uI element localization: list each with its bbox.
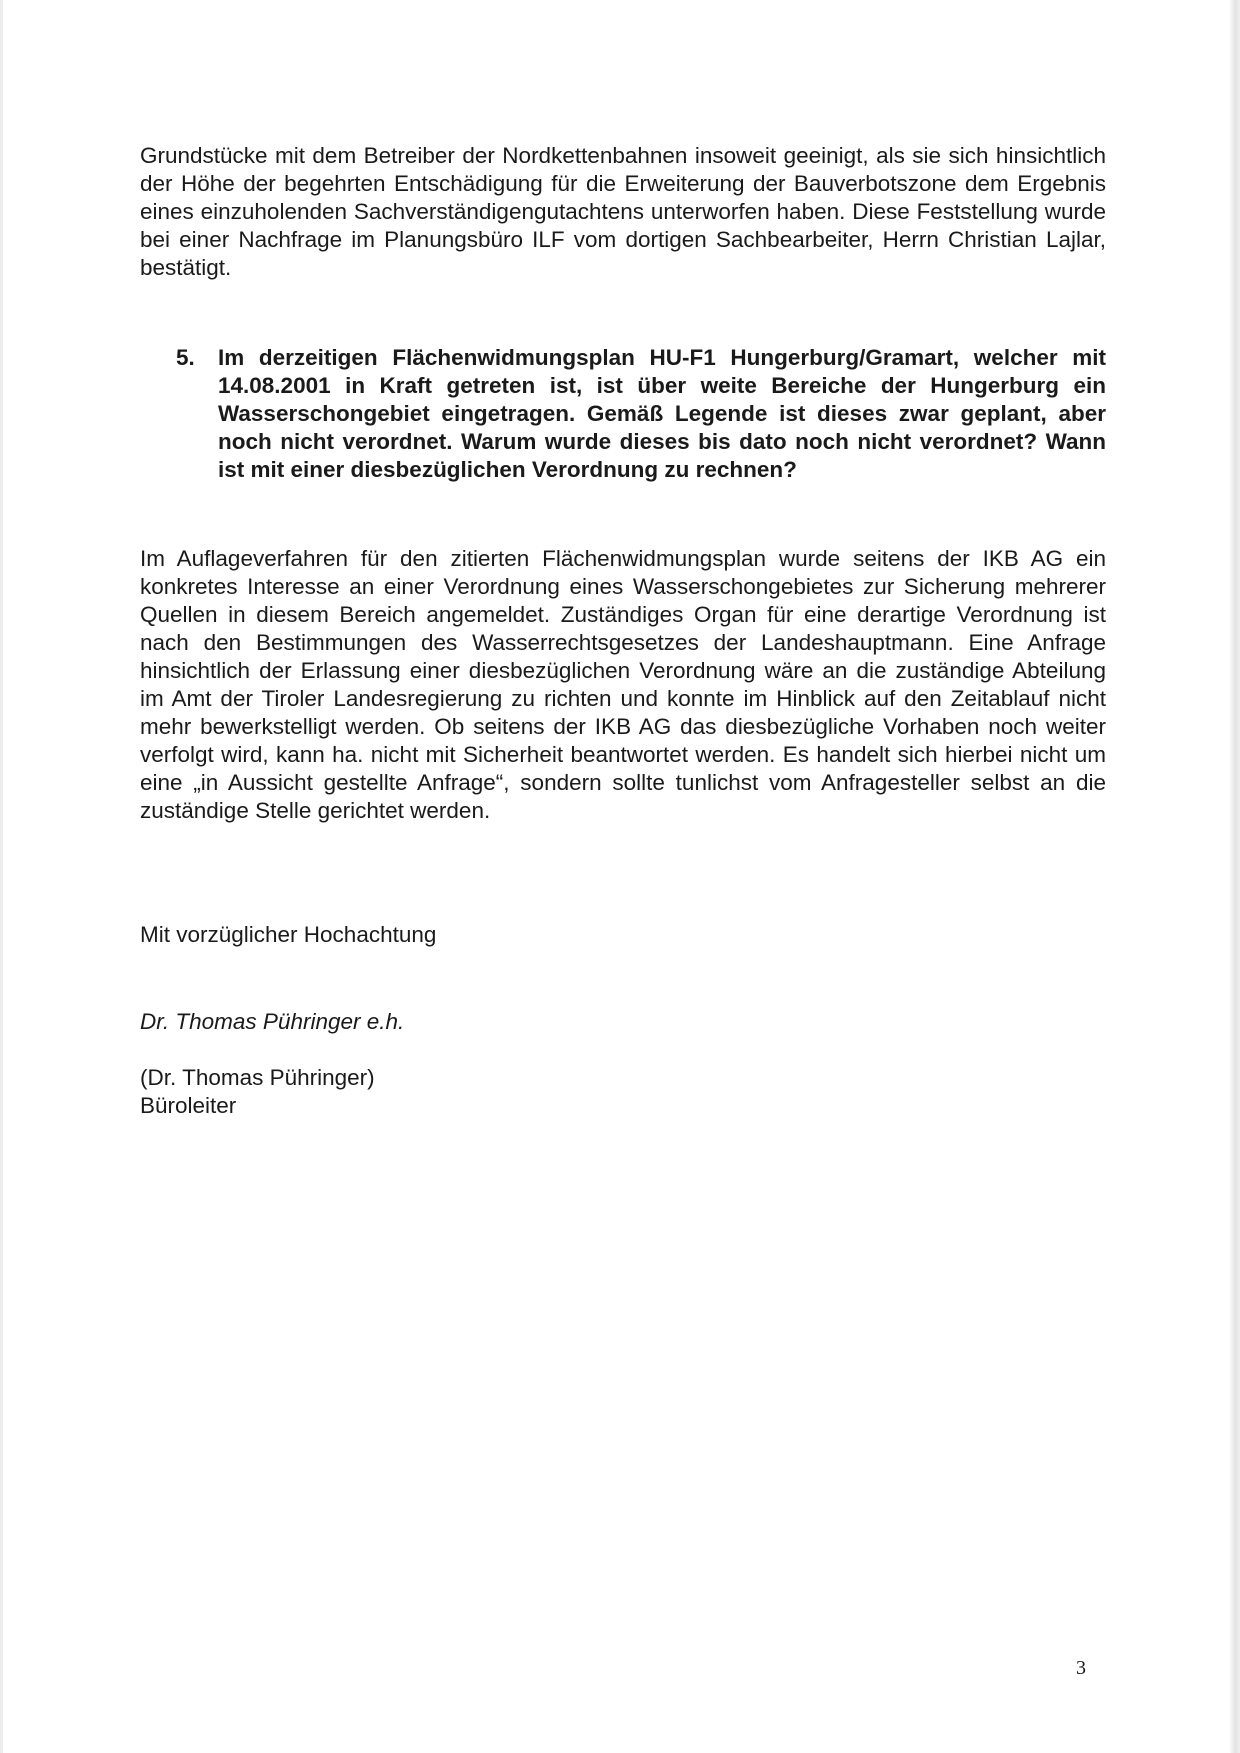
question-text: Im derzeitigen Flächenwidmungsplan HU-F1 Hungerburg/Gramart, welcher mit 14.08.2001 in Kraft getreten ist, ist über weite Bereiche der Hungerburg ein Wasserschongebiet eingetragen. Gemäß Legende ist dieses zwar geplant, aber noch nicht verordnet. Warum wurde dieses bis dato noch nicht verordnet? Wann ist mit einer diesbezüglichen Verordnung zu rechnen? — [218, 345, 1106, 482]
paragraph-continuation: Grundstücke mit dem Betreiber der Nordkettenbahnen insoweit geeinigt, als sie sich hinsichtlich der Höhe der begehrten Entschädigung für die Erweiterung der Bauverbotszone dem Ergebnis eines einzuholenden Sachverständigengutachtens unterworfen haben. Diese Feststellung wurde bei einer Nachfrage im Planungsbüro ILF vom dortigen Sachbearbeiter, Herrn Christian Lajlar, bestätigt. — [140, 143, 1106, 280]
closing-salutation: Mit vorzüglicher Hochachtung — [140, 922, 437, 947]
answer-paragraph: Im Auflageverfahren für den zitierten Flächenwidmungsplan wurde seitens der IKB AG ein konkretes Interesse an einer Verordnung eines Wasserschongebietes zur Sicherung mehrerer Quellen in diesem Bereich angemeldet. Zuständiges Organ für eine derartige Verordnung ist nach den Bestimmungen des Wasserrechtsgesetzes der Landeshauptmann. Eine Anfrage hinsichtlich der Erlassung einer diesbezüglichen Verordnung wäre an die zuständige Abteilung im Amt der Tiroler Landesregierung zu richten und konnte im Hinblick auf den Zeitablauf nicht mehr bewerkstelligt werden. Ob seitens der IKB AG das diesbezügliche Vorhaben noch weiter verfolgt wird, kann ha. nicht mit Sicherheit beantwortet werden. Es handelt sich hierbei nicht um eine „in Aussicht gestellte Anfrage“, sondern sollte tunlichst vom Anfragesteller selbst an die zuständige Stelle gerichtet werden. — [140, 546, 1106, 823]
page-number: 3 — [1076, 1657, 1086, 1679]
scan-edge-right — [1230, 0, 1240, 1753]
scan-edge-left — [0, 0, 3, 1753]
signatory-role: Büroleiter — [140, 1093, 237, 1118]
signatory-name: (Dr. Thomas Pühringer) — [140, 1065, 375, 1090]
question-item — [176, 344, 1106, 484]
signature-line: Dr. Thomas Pühringer e.h. — [140, 1009, 405, 1034]
question-number: 5. — [176, 345, 195, 370]
